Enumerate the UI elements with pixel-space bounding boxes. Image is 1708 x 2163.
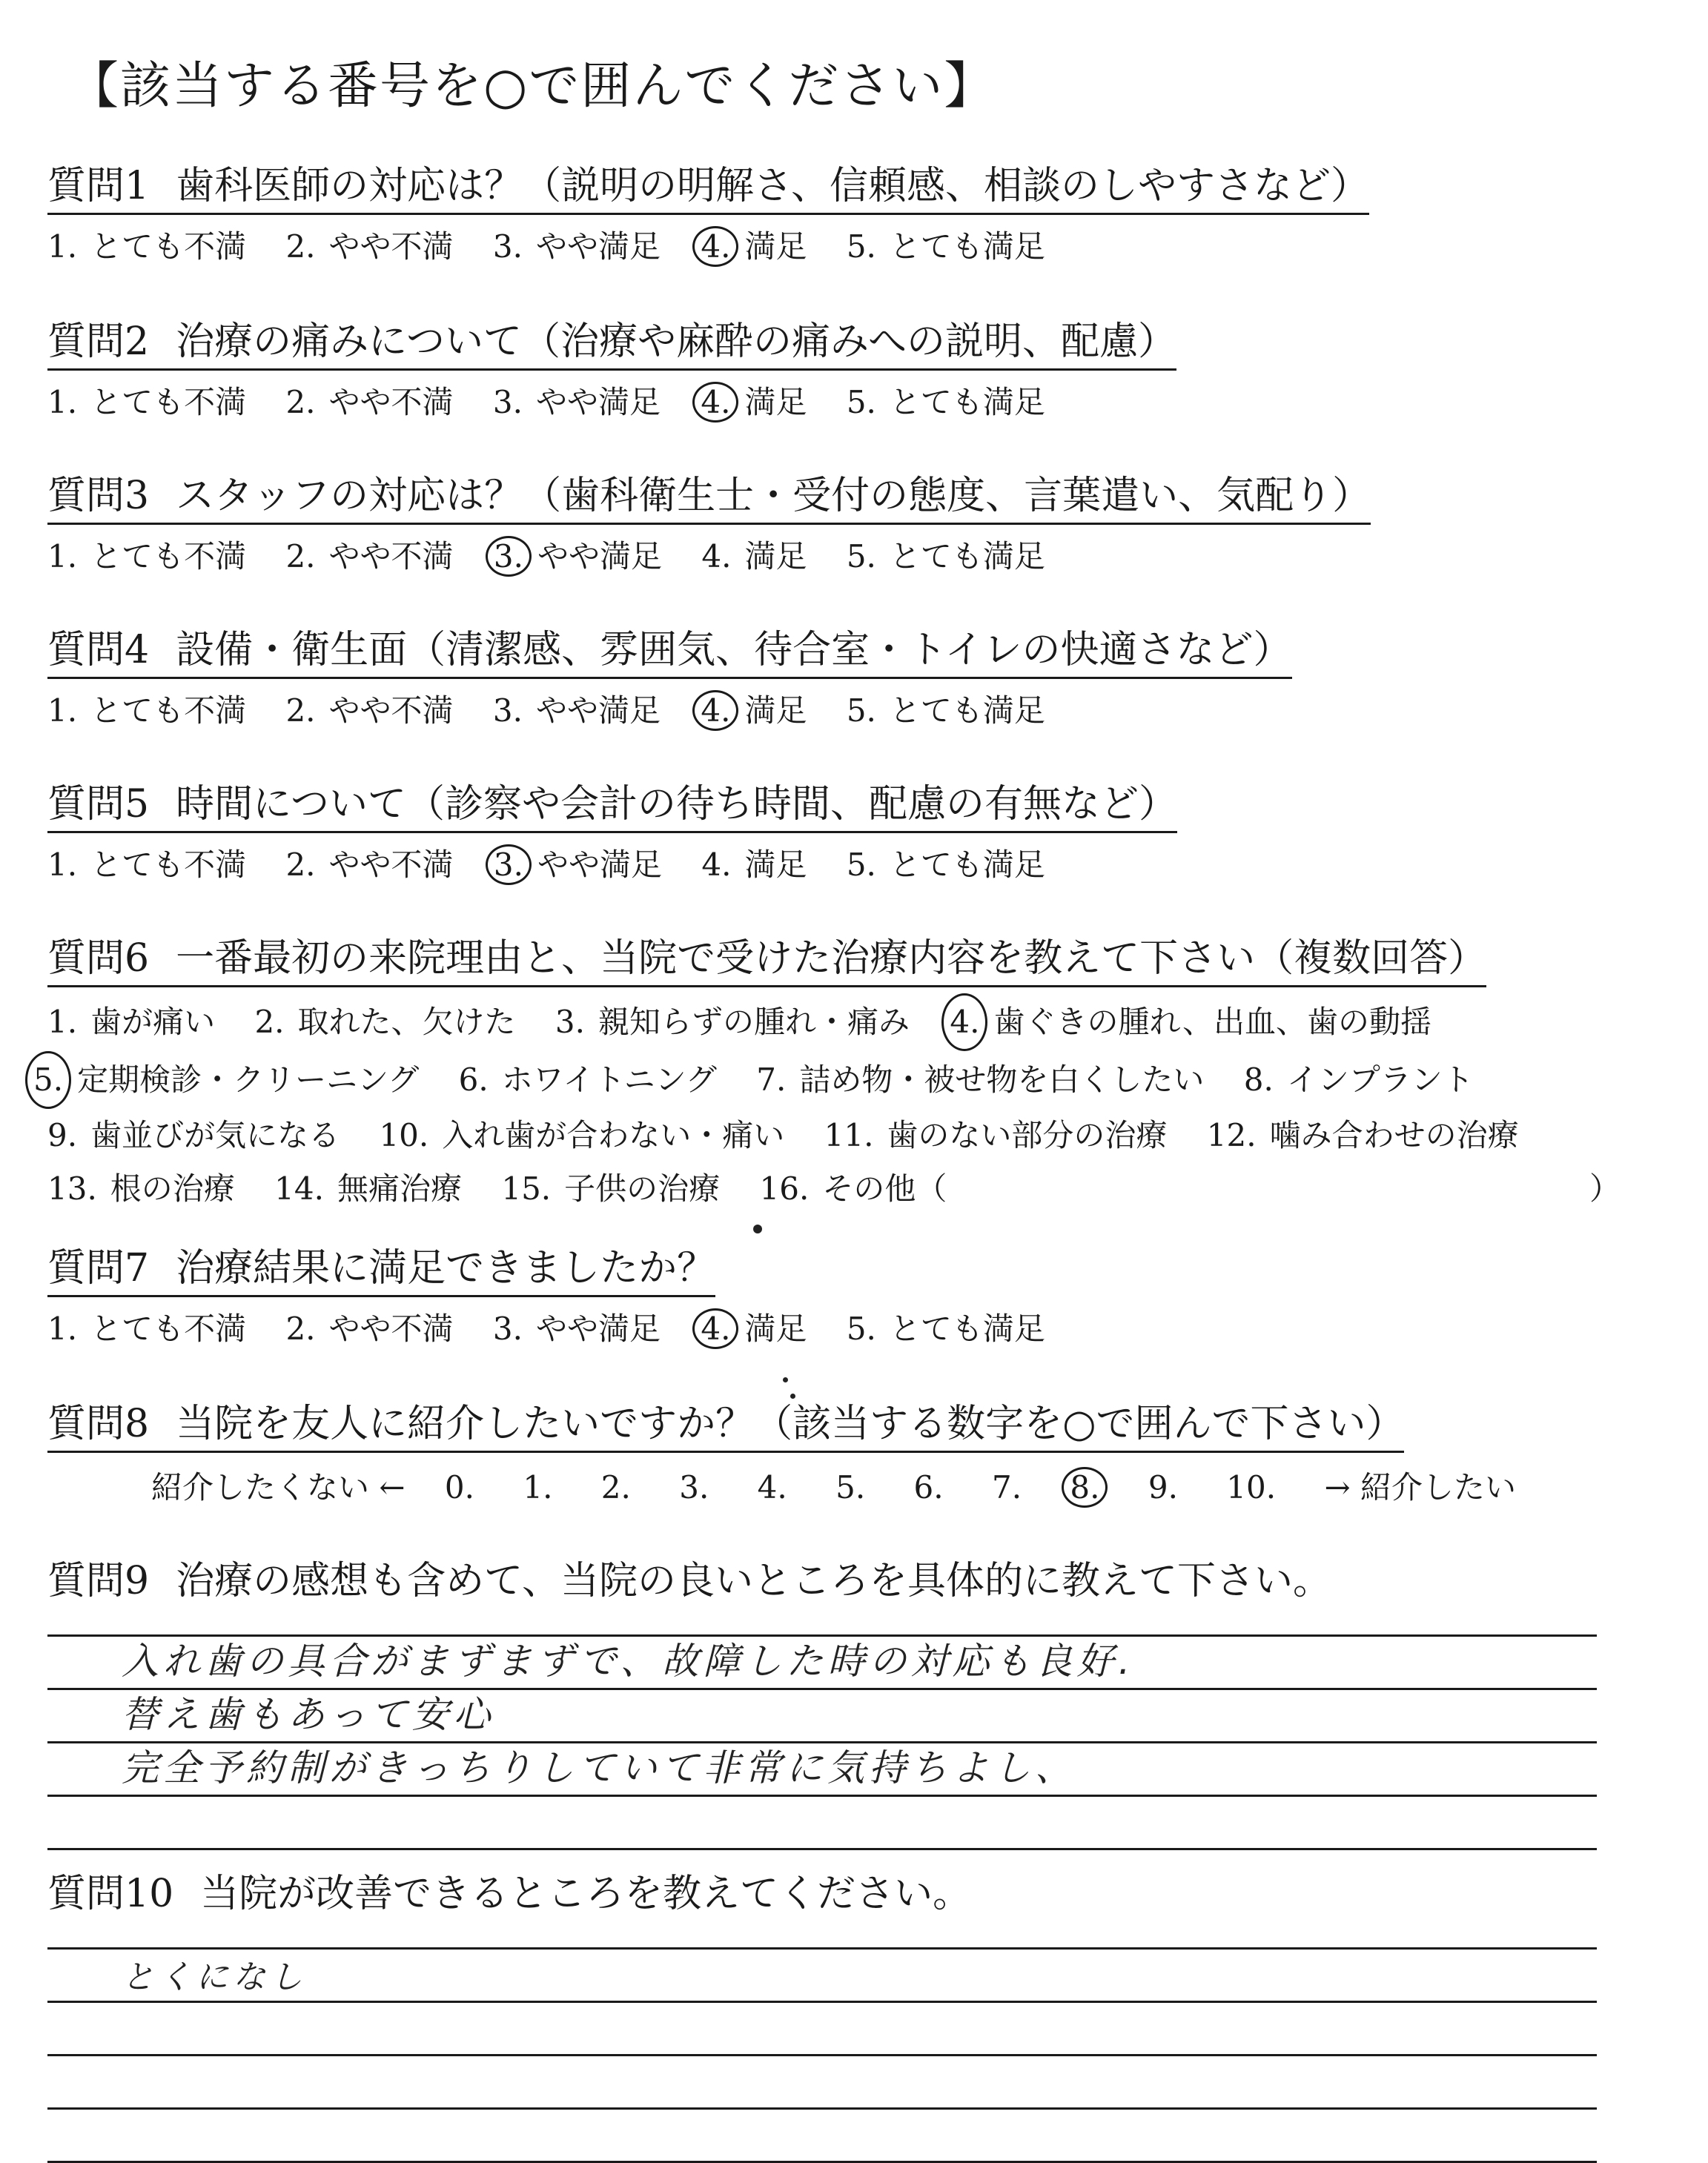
question-3 [47,464,1664,577]
option-number: 8. [1243,1061,1274,1098]
question-1-title [47,154,1369,215]
option-5[interactable] [847,1305,1045,1349]
option-label: やや不満 [328,384,454,420]
question-4 [47,618,1664,731]
question-label: 質問8 [47,1402,150,1446]
option-number: 5. [846,228,876,265]
question-9 [47,1549,1664,1850]
option-number: 5. [846,1311,876,1347]
option-13[interactable] [47,1162,235,1216]
question-label: 質問10 [47,1872,174,1916]
question-5-title [47,772,1177,833]
option-number: 2. [254,1004,285,1040]
option-label: やや満足 [535,692,661,729]
option-4-selected[interactable] [700,1305,807,1349]
option-label: 満足 [744,1311,807,1347]
option-number: 7. [756,1061,787,1098]
option-label: とても不満 [90,692,247,729]
rating-options [47,686,1664,731]
option-number: 2. [285,538,316,574]
question-7-title [47,1236,715,1297]
option-label: 無痛治療 [337,1170,462,1207]
option-label: とても不満 [90,538,247,574]
option-12[interactable] [1207,1109,1519,1162]
option-number: 3. [492,1311,523,1347]
option-label: とても不満 [90,228,247,265]
option-label: 歯並びが気になる [90,1117,340,1153]
option-number-circled: 4. [692,226,738,267]
question-9-title [47,1549,1331,1608]
options-row [33,1051,1664,1109]
option-number: 15. [501,1170,552,1207]
question-label: 質問1 [47,164,150,208]
scale-point-0[interactable]: 0. [444,1469,474,1506]
option-label: やや満足 [535,228,661,265]
option-1[interactable] [47,841,246,885]
options-row [47,993,1664,1051]
question-text: 設備・衛生面（清潔感、雰囲気、待合室・トイレの快適さなど） [176,628,1292,672]
question-text: スタッフの対応は？（歯科衛生士・受付の態度、言葉遣い、気配り） [176,474,1371,518]
option-label: 根の治療 [110,1170,235,1207]
option-number: 1. [47,384,78,420]
option-number: 1. [47,1004,78,1040]
option-number: 2. [285,1311,316,1347]
option-9[interactable] [47,1109,340,1162]
option-2[interactable] [285,841,453,885]
option-number: 2. [285,384,316,420]
question-text: 一番最初の来院理由と、当院で受けた治療内容を教えて下さい（複数回答） [176,936,1487,981]
option-label: とても満足 [889,847,1045,883]
option-14[interactable] [274,1162,462,1216]
option-1[interactable] [47,996,215,1049]
option-1[interactable] [47,1305,246,1349]
option-label: 満足 [744,538,807,574]
option-2[interactable] [285,532,453,577]
option-number: 5. [846,847,876,883]
option-number: 2. [285,847,316,883]
option-3[interactable] [493,222,661,267]
option-4[interactable] [701,841,807,885]
option-3[interactable] [555,996,910,1049]
option-number-circled: 3. [486,536,532,577]
option-label: やや満足 [537,538,662,574]
scale-point-5[interactable]: 5. [835,1469,866,1506]
answer-line-4[interactable] [47,1797,1597,1850]
ink-speck [753,1225,762,1233]
handwritten-answer: 完全予約制がきっちりしていて非常に気持ちよし、 [122,1746,1076,1789]
option-1[interactable] [47,686,246,731]
question-label: 質問4 [47,628,150,672]
scale-point-7[interactable]: 7. [991,1469,1022,1506]
option-7[interactable] [756,1053,1204,1107]
option-label: 満足 [744,692,807,729]
option-label: とても満足 [889,384,1045,420]
option-label: 歯のない部分の治療 [887,1117,1168,1153]
option-label: やや不満 [328,228,454,265]
option-2[interactable] [285,1305,453,1349]
option-label: とても不満 [90,384,247,420]
ink-speck [790,1394,795,1399]
option-label: とても満足 [889,692,1045,729]
other-close-paren: ） [1589,1170,1621,1207]
option-number: 1. [47,538,78,574]
option-5[interactable] [847,841,1045,885]
answer-line-1[interactable] [47,1950,1597,2003]
option-number-circled: 4. [692,1308,738,1349]
question-text: 当院が改善できるところを教えてください。 [200,1872,972,1916]
option-label: 詰め物・被せ物を白くしたい [799,1061,1205,1098]
option-5-selected[interactable] [33,1051,419,1109]
answer-line-2[interactable] [47,2003,1597,2056]
option-5[interactable] [847,222,1045,267]
question-7 [47,1236,1664,1349]
option-label: 満足 [744,228,807,265]
option-5[interactable] [847,378,1045,423]
option-label: やや不満 [328,847,454,883]
question-text: 当院を友人に紹介したいですか？（該当する数字を○で囲んで下さい） [176,1402,1405,1446]
option-label: 親知らずの腫れ・痛み [598,1004,910,1040]
question-text: 時間について（診察や会計の待ち時間、配慮の有無など） [176,782,1178,827]
option-number: 5. [846,384,876,420]
option-number: 13. [47,1170,97,1207]
answer-line-1[interactable] [47,1637,1597,1690]
option-label: とても不満 [90,847,247,883]
option-2[interactable] [254,996,515,1049]
question-text: 治療結果に満足できましたか？ [176,1246,716,1291]
option-label: とても満足 [889,1311,1045,1347]
option-2[interactable] [285,222,453,267]
option-label: インプラント [1286,1061,1474,1098]
question-label: 質問7 [47,1246,150,1291]
option-15[interactable] [501,1162,720,1216]
option-label: やや不満 [328,538,454,574]
answer-line-4[interactable] [47,2110,1597,2163]
option-label: やや満足 [535,384,661,420]
rating-options [47,378,1664,423]
question-label: 質問5 [47,782,150,827]
question-label: 質問2 [47,319,150,364]
answer-lines [47,1931,1664,2163]
option-label: とても不満 [90,1311,247,1347]
question-8 [47,1392,1664,1508]
option-1[interactable] [47,532,246,577]
option-3[interactable] [493,1305,661,1349]
rating-options [47,1305,1664,1349]
option-number: 12. [1206,1117,1257,1153]
question-6 [33,927,1664,1216]
option-number: 16. [759,1170,810,1207]
rating-options [47,841,1664,885]
scale-point-2[interactable]: 2. [600,1469,631,1506]
scale-point-9[interactable]: 9. [1148,1469,1178,1506]
question-2 [47,310,1664,423]
question-1 [47,154,1664,267]
option-number: 5. [846,538,876,574]
option-label: 取れた、欠けた [297,1004,516,1040]
question-text: 治療の痛みについて（治療や麻酔の痛みへの説明、配慮） [176,319,1177,364]
option-number: 9. [47,1117,78,1153]
option-number: 3. [492,692,523,729]
option-label: 歯が痛い [90,1004,216,1040]
scale-point-8-selected[interactable]: 8. [1062,1467,1108,1508]
option-number: 1. [47,847,78,883]
option-label: 入れ歯が合わない・痛い [442,1117,785,1153]
option-label: 満足 [744,384,807,420]
option-number: 3. [492,384,523,420]
question-2-title [47,310,1176,371]
option-number: 11. [824,1117,874,1153]
option-label: 定期検診・クリーニング [77,1061,420,1098]
question-text: 治療の感想も含めて、当院の良いところを具体的に教えて下さい。 [176,1559,1332,1603]
option-2[interactable] [285,686,453,731]
option-10[interactable] [379,1109,784,1162]
option-3[interactable] [493,378,661,423]
options-row [47,1109,1664,1162]
options-row [47,1162,1664,1216]
option-number: 2. [285,228,316,265]
option-number: 2. [285,692,316,729]
option-1[interactable] [47,222,246,267]
option-5[interactable] [847,532,1045,577]
scale-left-label: 紹介したくない ← [151,1469,406,1506]
scale-point-6[interactable]: 6. [913,1469,944,1506]
scale-point-1[interactable]: 1. [523,1469,553,1506]
scale-right-label: → 紹介したい [1324,1469,1516,1506]
multi-choice-options [33,993,1664,1216]
option-4-selected[interactable] [700,222,807,267]
option-number: 3. [492,228,523,265]
question-text: 歯科医師の対応は？（説明の明解さ、信頼感、相談のしやすさなど） [176,164,1370,208]
option-label: ホワイトニング [501,1061,717,1098]
question-10 [47,1862,1664,2163]
option-6[interactable] [459,1053,717,1107]
option-4-selected[interactable] [949,993,1431,1051]
option-4-selected[interactable] [700,686,807,731]
handwritten-answer: 替え歯もあって安心 [122,1693,495,1736]
option-number: 10. [379,1117,429,1153]
handwritten-answer: 入れ歯の具合がまずまずで、故障した時の対応も良好. [122,1640,1135,1683]
scale-point-10[interactable]: 10. [1226,1469,1277,1506]
option-number-circled: 3. [486,844,532,885]
option-label: 子供の治療 [564,1170,721,1207]
option-3[interactable] [493,686,661,731]
option-label: やや不満 [328,692,454,729]
answer-line-2[interactable] [47,1690,1597,1743]
answer-top-rule [47,1931,1597,1950]
answer-line-3[interactable] [47,2056,1597,2110]
option-number: 4. [701,847,732,883]
question-6-title [47,927,1486,987]
page-title: 【該当する番号を○で囲んでください】 [68,57,996,116]
rating-options [47,222,1664,267]
option-number: 1. [47,1311,78,1347]
option-4-selected[interactable] [700,378,807,423]
option-number: 6. [458,1061,489,1098]
question-5 [47,772,1664,885]
option-number: 1. [47,692,78,729]
option-label: やや不満 [328,1311,454,1347]
option-label: 歯ぐきの腫れ、出血、歯の動揺 [993,1004,1431,1040]
question-8-title [47,1392,1404,1453]
question-4-title [47,618,1292,679]
option-number: 14. [274,1170,324,1207]
option-number-circled: 5. [25,1051,71,1109]
option-number-circled: 4. [692,690,738,731]
scale-point-3[interactable]: 3. [679,1469,709,1506]
option-number: 3. [555,1004,585,1040]
rating-options [47,532,1664,577]
option-number: 5. [846,692,876,729]
option-16-other[interactable] [760,1162,947,1216]
option-4[interactable] [701,532,807,577]
option-1[interactable] [47,378,246,423]
answer-lines [47,1618,1664,1850]
option-label: やや満足 [535,1311,661,1347]
option-label: 噛み合わせの治療 [1269,1117,1519,1153]
option-2[interactable] [285,378,453,423]
question-3-title [47,464,1371,525]
handwritten-answer: とくになし [122,1958,307,1996]
option-label: その他（ [822,1170,947,1207]
question-10-title [47,1862,971,1921]
option-label: 満足 [744,847,807,883]
option-11[interactable] [824,1109,1168,1162]
option-number: 1. [47,228,78,265]
question-label: 質問9 [47,1559,150,1603]
question-label: 質問3 [47,474,150,518]
scale-point-4[interactable]: 4. [757,1469,787,1506]
ink-speck [783,1377,788,1382]
option-3-selected[interactable] [493,841,662,885]
option-8[interactable] [1244,1053,1474,1107]
option-label: やや満足 [537,847,662,883]
option-number-circled: 4. [692,382,738,423]
question-label: 質問6 [47,936,150,981]
option-number: 4. [701,538,732,574]
option-number-circled: 4. [941,993,987,1051]
option-5[interactable] [847,686,1045,731]
option-label: とても満足 [889,538,1045,574]
option-label: とても満足 [889,228,1045,265]
recommend-scale [151,1463,1664,1508]
option-3-selected[interactable] [493,532,662,577]
answer-line-3[interactable] [47,1743,1597,1797]
